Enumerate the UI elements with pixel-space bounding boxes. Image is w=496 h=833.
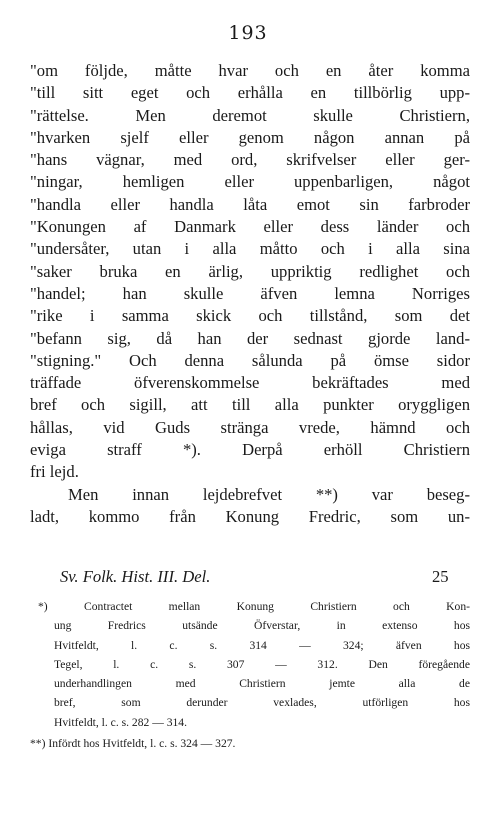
text-line: "ningar, hemligen eller uppenbarligen, något	[30, 172, 470, 192]
text-line: träffade öfverenskommelse bekräftades med	[30, 373, 470, 393]
text-line: "hvarken sjelf eller genom någon annan på	[30, 127, 470, 147]
text-line: Men innan lejdebrefvet **) var beseg-	[68, 484, 470, 504]
text-line: "saker bruka en ärlig, uppriktig redlighet och	[30, 261, 470, 281]
text-line: eviga straff *). Derpå erhöll Christiern	[30, 440, 470, 460]
text-line: ladt, kommo från Konung Fredric, som un-	[30, 506, 470, 526]
footnote-line: Hvitfeldt, l. c. s. 314 — 324; äfven hos	[54, 638, 470, 652]
text-line: "stigning." Och denna sålunda på ömse sidor	[30, 350, 470, 370]
text-line: "befann sig, då han der sednast gjorde land-	[30, 328, 470, 348]
main-text	[30, 60, 470, 528]
text-line: "till sitt eget och erhålla en tillbörlig upp-	[30, 83, 470, 103]
footnote-line: underhandlingen med Christiern jemte alla de	[54, 677, 470, 691]
signature-mark: 25	[432, 567, 449, 586]
text-line: "rättelse. Men deremot skulle Christiern,	[30, 105, 470, 125]
text-line: "undersåter, utan i alla måtto och i alla sina	[30, 239, 470, 259]
signature-title: Sv. Folk. Hist. III. Del.	[60, 567, 211, 586]
text-line: "handla eller handla låta emot sin farbroder	[30, 194, 470, 214]
footnote-first	[30, 597, 470, 732]
footnote-line: ung Fredrics utsände Öfverstar, in extenso hos	[54, 619, 470, 633]
text-line: "Konungen af Danmark eller dess länder och	[30, 217, 470, 237]
footnote-line: Hvitfeldt, l. c. s. 282 — 314.	[54, 715, 187, 729]
footnote-line: **) Infördt hos Hvitfeldt, l. c. s. 324 — 327.	[30, 737, 236, 751]
footnote-second	[30, 734, 470, 753]
text-line: "handel; han skulle äfven lemna Norriges	[30, 283, 470, 303]
text-line: "rike i samma skick och tillstånd, som det	[30, 306, 470, 326]
footnote-line: Tegel, l. c. s. 307 — 312. Den föregående	[54, 657, 470, 671]
footnote-line: *) Contractet mellan Konung Christiern och Kon-	[38, 600, 470, 613]
text-line: "om följde, måtte hvar och en åter komma	[30, 61, 470, 80]
footnote-line: bref, som derunder vexlades, utförligen hos	[54, 696, 470, 710]
text-line: hållas, vid Guds stränga vrede, hämnd och	[30, 417, 470, 437]
text-line: "hans vägnar, med ord, skrifvelser eller ger-	[30, 150, 470, 170]
page-number: 193	[228, 22, 268, 44]
footnotes	[30, 597, 470, 753]
text-line: fri lejd.	[30, 462, 79, 482]
text-line: bref och sigill, att till alla punkter oryggligen	[30, 395, 470, 415]
